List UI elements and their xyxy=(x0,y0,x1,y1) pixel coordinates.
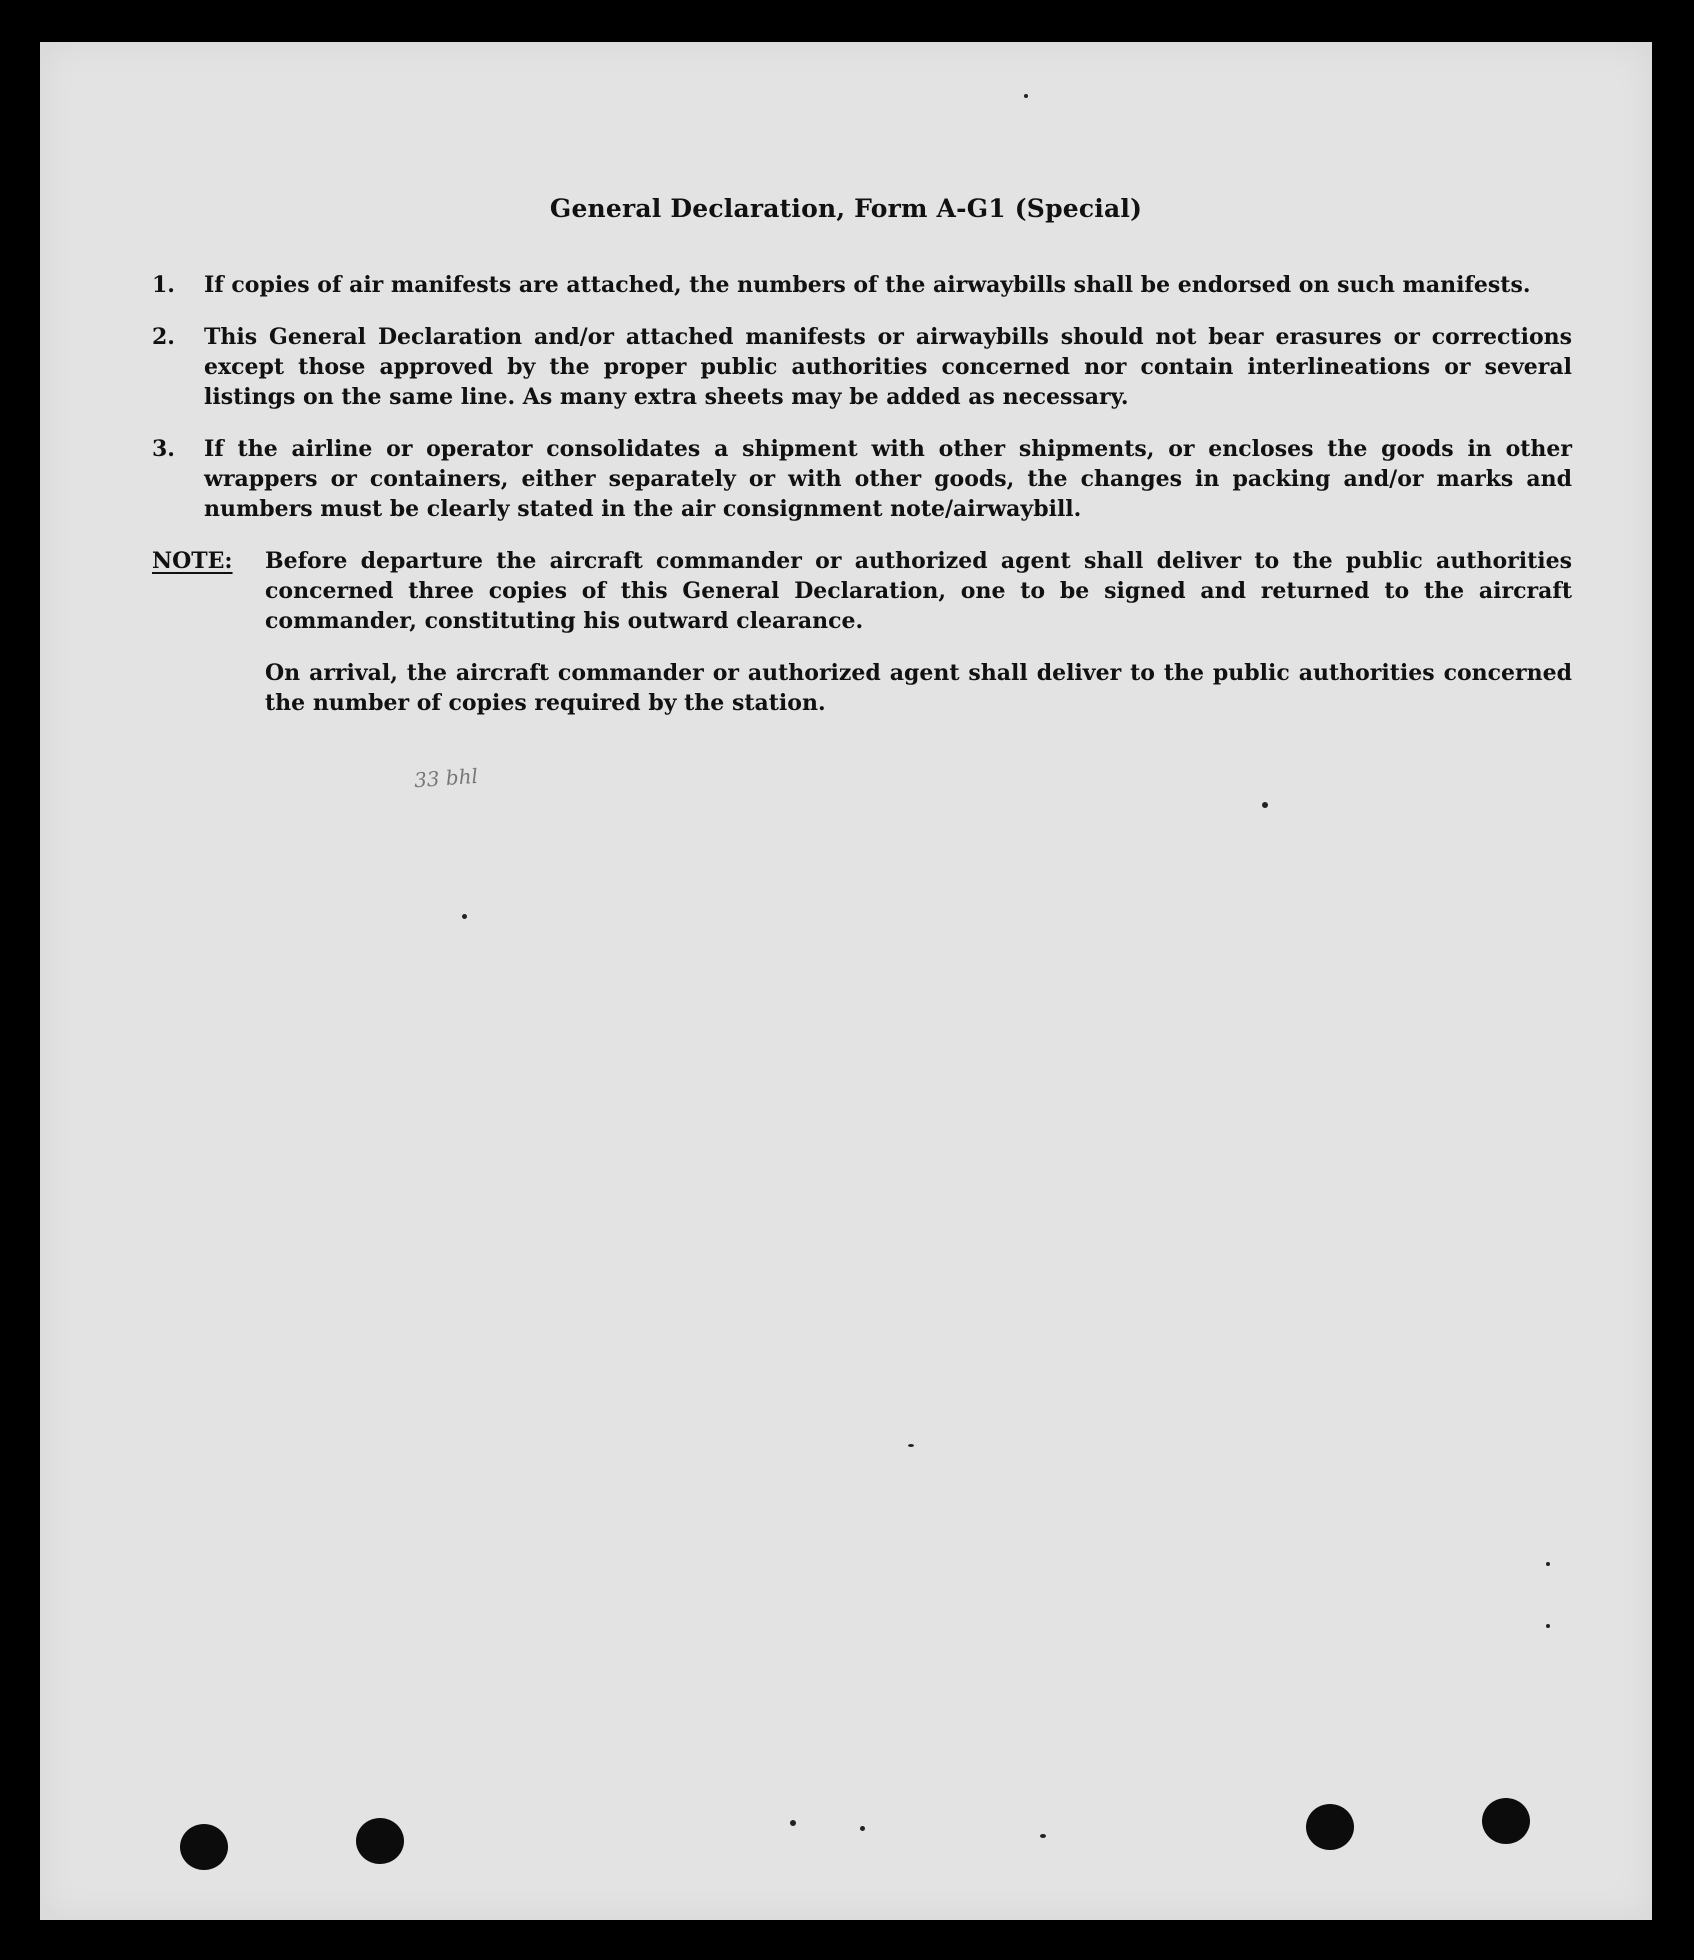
instruction-item-3 xyxy=(152,434,1572,524)
note-paragraph-1: Before departure the aircraft commander or authorized agent shall deliver to the public authorities concerned three copies of this General Declaration, one to be signed and returned to the aircraft commander, constituting his outward clearance. xyxy=(265,548,1572,634)
note-paragraph-2: On arrival, the aircraft commander or authorized agent shall deliver to the public authorities concerned the number of copies required by the station. xyxy=(265,660,1572,716)
item-text: If the airline or operator consolidates a shipment with other shipments, or encloses the goods in other wrappers or containers, either separately or with other goods, the changes in packing and/or marks and numbers must be clearly stated in the air consignment note/airwaybill. xyxy=(204,436,1572,522)
speck xyxy=(1262,802,1268,808)
instruction-item-1 xyxy=(152,270,1572,300)
item-number: 3. xyxy=(152,436,175,462)
punch-hole xyxy=(180,1824,228,1870)
speck xyxy=(1546,1562,1550,1566)
speck xyxy=(462,914,467,919)
punch-hole xyxy=(356,1818,404,1864)
document-page xyxy=(40,42,1652,1920)
item-text: This General Declaration and/or attached manifests or airwaybills should not bear erasures or corrections except those approved by the proper public authorities concerned nor contain interlineations or several listings on the same line. As many extra sheets may be added as necessary. xyxy=(204,324,1572,410)
speck xyxy=(790,1820,796,1826)
document-title: General Declaration, Form A-G1 (Special) xyxy=(549,194,1143,223)
item-number: 2. xyxy=(152,324,175,350)
speck xyxy=(1024,94,1028,98)
note-section xyxy=(152,546,1572,636)
instruction-item-2 xyxy=(152,322,1572,412)
speck xyxy=(908,1444,914,1447)
speck xyxy=(1040,1834,1046,1838)
speck xyxy=(860,1826,865,1831)
handwritten-mark: 33 bhl xyxy=(413,763,479,793)
punch-hole xyxy=(1306,1804,1354,1850)
punch-hole xyxy=(1482,1798,1530,1844)
note-label: NOTE: xyxy=(152,548,233,574)
item-text: If copies of air manifests are attached, the numbers of the airwaybills shall be endorsed on such manifests. xyxy=(204,272,1531,298)
speck xyxy=(1546,1624,1550,1628)
item-number: 1. xyxy=(152,272,175,298)
